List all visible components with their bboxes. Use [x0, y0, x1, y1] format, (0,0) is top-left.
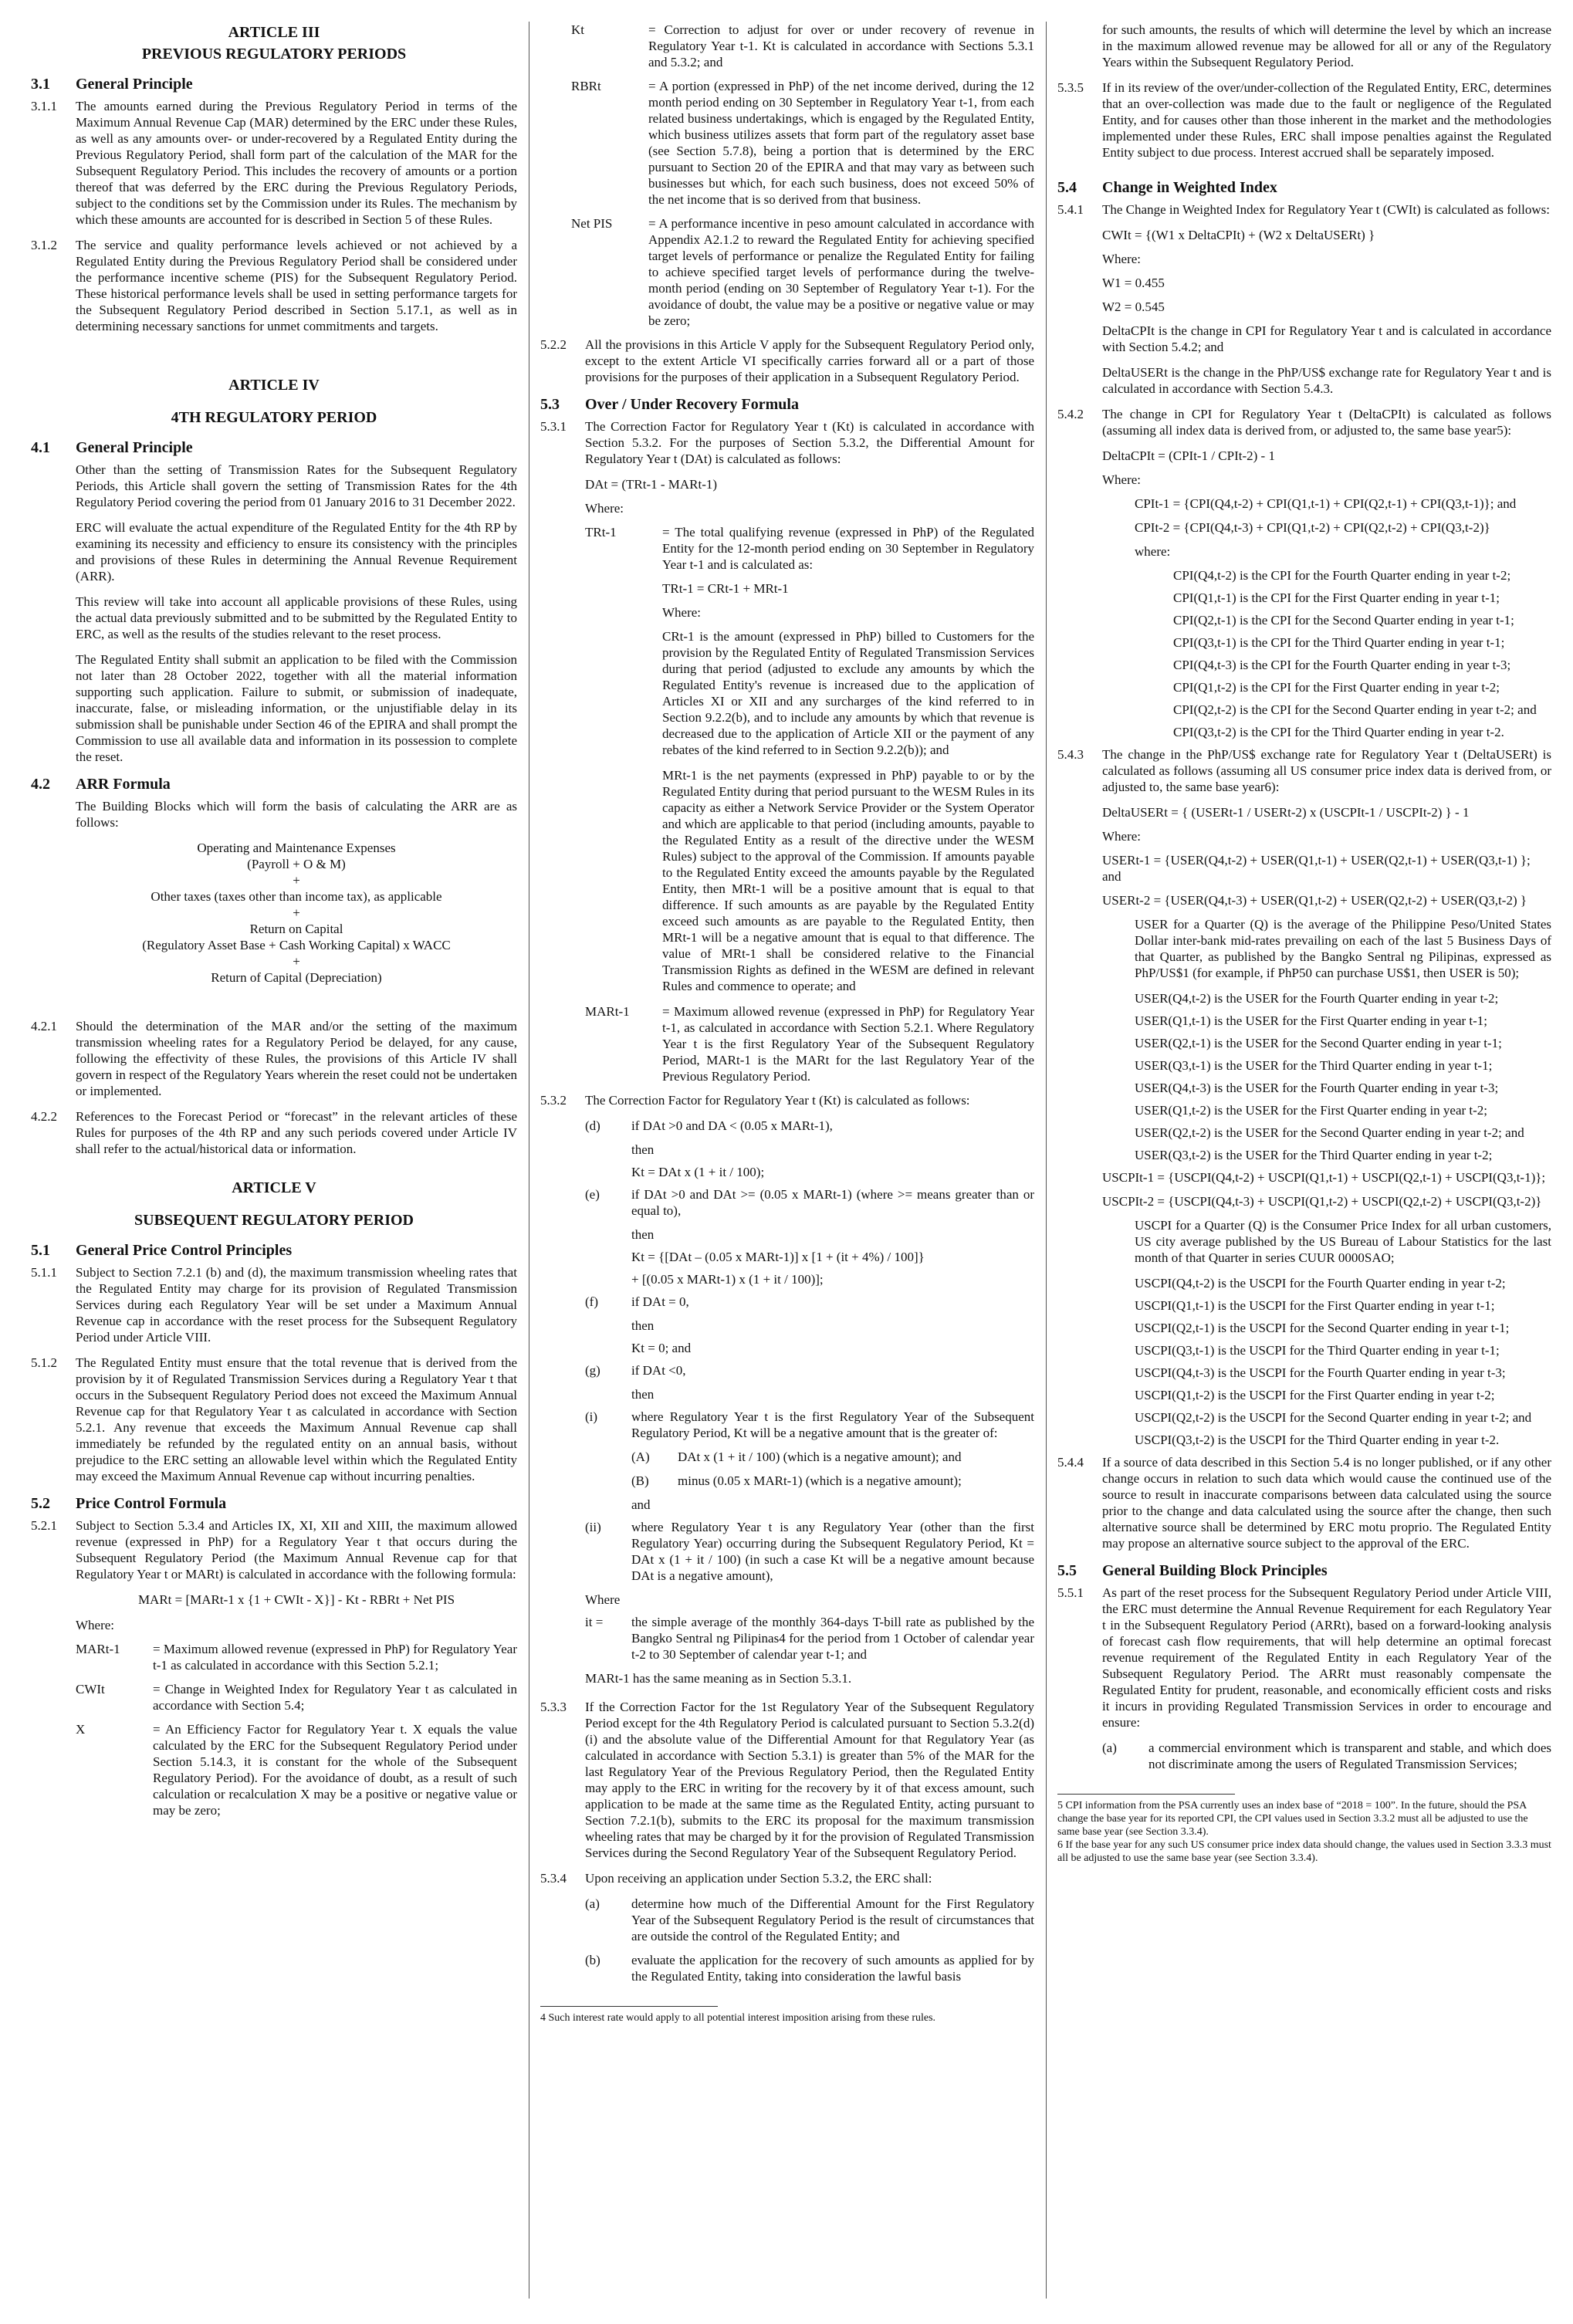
clause: (A) DAt x (1 + it / 100) (which is a negative amount); and: [631, 1450, 962, 1464]
list-item: USCPI(Q1,t-1) is the USCPI for the First Quarter ending in year t-1;: [1135, 1298, 1495, 1313]
paragraph: USER for a Quarter (Q) is the average of the Philippine Peso/United States Dollar inter-bank mid-rates prevailing on each of the last 5 Business Days of that Quarter, as published by the Bangko Sentral ng Pilipinas, expressed as PhP/US$1 (for example, if PhP50 can purchase US$1, then USER is 50);: [1135, 917, 1551, 980]
list-item: CPI(Q3,t-1) is the CPI for the Third Quarter ending in year t-1;: [1173, 635, 1505, 650]
list-item: USER(Q2,t-1) is the USER for the Second Quarter ending in year t-1;: [1135, 1036, 1502, 1050]
list-item: USER(Q4,t-2) is the USER for the Fourth Quarter ending in year t-2;: [1135, 991, 1499, 1006]
clause: it = the simple average of the monthly 364-days T-bill rate as published by the Bangko Sentral ng Pilipinas4 for the period from 1 October of calendar year t-2 to 30 September of calendar year t-1; and: [585, 1615, 1034, 1662]
building-block: Operating and Maintenance Expenses (Payroll + O & M) + Other taxes (taxes other than income tax), as applicable + Return on Capital (Regulatory Asset Base + Cash Working Capital) x WACC + Return of Capital (Depreciation): [142, 841, 451, 985]
list-item: USCPI(Q3,t-1) is the USCPI for the Third Quarter ending in year t-1;: [1135, 1343, 1500, 1358]
formula: DeltaCPIt = (CPIt-1 / CPIt-2) - 1: [1102, 448, 1275, 463]
list-item: CPI(Q1,t-2) is the CPI for the First Quarter ending in year t-2;: [1173, 680, 1500, 695]
then-label: then: [631, 1318, 655, 1333]
formula: W2 = 0.545: [1102, 299, 1165, 314]
paragraph: 5.4.4 If a source of data described in this Section 5.4 is no longer published, or if any other change occurs in relation to such data which would cause the continued use of the source to result in inaccurate comparisons between data calculated using the source prior to the change and data calculated using the source after the change, then such alternative source shall be determined by ERC motu proprio. The Regulated Entity may propose an alternative source subject to the approval of the ERC.: [1057, 1455, 1551, 1551]
list-item: USCPI(Q2,t-2) is the USCPI for the Second Quarter ending in year t-2; and: [1135, 1410, 1532, 1425]
section-heading: 5.5 General Building Block Principles: [1057, 1562, 1328, 1579]
where-label: Where: [585, 1592, 621, 1607]
paragraph: USCPI for a Quarter (Q) is the Consumer Price Index for all urban customers, US city average published by the US Bureau of Labour Statistics for the last month of that Quarter in series CUUR 0000SAO;: [1135, 1218, 1551, 1265]
clause: (i) where Regulatory Year t is the first Regulatory Year of the Subsequent Regulatory Period, Kt will be a negative amount that is the greater of:: [585, 1409, 1034, 1440]
clause: (a) determine how much of the Differential Amount for the First Regulatory Year of the Subsequent Regulatory Period is the result of circumstances that are outside the control of the Regulated Entity; and: [585, 1896, 1034, 1943]
formula: TRt-1 = CRt-1 + MRt-1: [662, 581, 789, 596]
paragraph: 5.4.2 The change in CPI for Regulatory Year t (DeltaCPIt) is calculated as follows (assuming all index data is derived from, or adjusted to, the same base year5):: [1057, 407, 1551, 438]
definition: CWIt = Change in Weighted Index for Regulatory Year t as calculated in accordance with Section 5.4;: [76, 1682, 517, 1713]
clause: (B) minus (0.05 x MARt-1) (which is a negative amount);: [631, 1473, 962, 1488]
article-subtitle: PREVIOUS REGULATORY PERIODS: [141, 46, 407, 63]
footnote-rule: [1057, 1794, 1235, 1795]
clause: (ii) where Regulatory Year t is any Regulatory Year (other than the first Regulatory Year) occurring during the Subsequent Regulatory Period, Kt = DAt x (1 + it / 100) (in such a case Kt will be a negative amount because DAt is a negative amount),: [585, 1520, 1034, 1583]
list-item: CPI(Q2,t-1) is the CPI for the Second Quarter ending in year t-1;: [1173, 613, 1514, 628]
list-item: CPI(Q3,t-2) is the CPI for the Third Quarter ending in year t-2.: [1173, 725, 1504, 739]
list-item: CPI(Q4,t-3) is the CPI for the Fourth Quarter ending in year t-3;: [1173, 658, 1511, 672]
paragraph: 5.3.4 Upon receiving an application under Section 5.3.2, the ERC shall:: [540, 1871, 932, 1886]
clause: (e) if DAt >0 and DAt >= (0.05 x MARt-1) (where >= means greater than or equal to),: [585, 1187, 1034, 1218]
list-item: USER(Q1,t-2) is the USER for the First Quarter ending in year t-2;: [1135, 1103, 1488, 1118]
list-item: USER(Q2,t-2) is the USER for the Second Quarter ending in year t-2; and: [1135, 1125, 1524, 1140]
clause: (b) evaluate the application for the recovery of such amounts as applied for by the Regulated Entity, taking into consideration the lawful basis: [585, 1953, 1034, 1984]
section-heading: 4.2 ARR Formula: [31, 776, 171, 793]
formula: USCPIt-2 = {USCPI(Q4,t-3) + USCPI(Q1,t-2) + USCPI(Q2,t-2) + USCPI(Q3,t-2)}: [1102, 1194, 1542, 1209]
clause: (f) if DAt = 0,: [585, 1294, 689, 1309]
where-label: where:: [1135, 544, 1171, 559]
paragraph: 5.3.2 The Correction Factor for Regulatory Year t (Kt) is calculated as follows:: [540, 1093, 970, 1108]
then-label: then: [631, 1387, 655, 1402]
clause: (d) if DAt >0 and DA < (0.05 x MARt-1),: [585, 1118, 833, 1133]
section-heading: 5.2 Price Control Formula: [31, 1495, 227, 1512]
list-item: USER(Q3,t-2) is the USER for the Third Quarter ending in year t-2;: [1135, 1148, 1493, 1162]
formula: CWIt = {(W1 x DeltaCPIt) + (W2 x DeltaUSERt) }: [1102, 228, 1375, 242]
list-item: CPI(Q1,t-1) is the CPI for the First Quarter ending in year t-1;: [1173, 590, 1500, 605]
where-label: Where:: [76, 1618, 115, 1632]
formula: DeltaUSERt = { (USERt-1 / USERt-2) x (USCPIt-1 / USCPIt-2) } - 1: [1102, 805, 1470, 820]
list-item: USCPI(Q1,t-2) is the USCPI for the First Quarter ending in year t-2;: [1135, 1388, 1495, 1402]
paragraph: 5.1.1 Subject to Section 7.2.1 (b) and (d), the maximum transmission wheeling rates that the Regulated Entity may charge for its provision of Regulated Transmission Services during each Regulatory Year will be set under a Maximum Annual Revenue cap in accordance with the reset process for the Subsequent Regulatory Period under Article VIII.: [31, 1265, 517, 1345]
paragraph: 5.3.5 If in its review of the over/under-collection of the Regulated Entity, ERC, determines that an over-collection was made due to the fault or negligence of the Regulated Entity, and for causes other than those inherent in the market and the methodologies implemented under these Rules, ERC shall impose penalties against the Regulated Entity subject to due process. Interest accrued shall be separately imposed.: [1057, 80, 1551, 160]
formula: CPIt-2 = {CPI(Q4,t-3) + CPI(Q1,t-2) + CPI(Q2,t-2) + CPI(Q3,t-2)}: [1135, 520, 1490, 535]
formula: Kt = DAt x (1 + it / 100);: [631, 1165, 765, 1179]
formula: USCPIt-1 = {USCPI(Q4,t-2) + USCPI(Q1,t-1) + USCPI(Q2,t-1) + USCPI(Q3,t-1)};: [1102, 1170, 1546, 1185]
list-item: USCPI(Q3,t-2) is the USCPI for the Third Quarter ending in year t-2.: [1135, 1433, 1500, 1447]
formula: MARt = [MARt-1 x {1 + CWIt - X}] - Kt - RBRt + Net PIS: [137, 1592, 455, 1607]
paragraph: 5.4.1 The Change in Weighted Index for Regulatory Year t (CWIt) is calculated as follows:: [1057, 202, 1550, 217]
paragraph: The Regulated Entity shall submit an application to be filed with the Commission not later than 28 October 2022, together with all the material information supporting such application. Failure to submit, or submission of inadequate, inaccurate, false, or misleading information, or the unjustifiable delay in its submission shall be punishable under Section 46 of the EPIRA and shall prompt the Commission to use all available data and information in its possession to complete the reset.: [76, 652, 517, 764]
column-divider: [1046, 22, 1047, 2299]
paragraph: The Building Blocks which will form the basis of calculating the ARR are as follows:: [76, 799, 517, 830]
paragraph: This review will take into account all applicable provisions of these Rules, using the actual data previously submitted and to be submitted by the Regulated Entity to ERC, as well as the results of the studies relevant to the reset process.: [76, 594, 517, 641]
footnote-rule: [540, 2006, 718, 2007]
paragraph: 5.3.3 If the Correction Factor for the 1st Regulatory Year of the Subsequent Regulatory Period except for the 4th Regulatory Period is calculated pursuant to Section 5.3.2(d)(i) and the absolute value of the Differential Amount for that Regulatory Year (as calculated in accordance with Section 5.3.1) is greater than 5% of the MAR for the last Regulatory Year of the Previous Regulatory Period, then the Regulated Entity may apply to the ERC in writing for the recovery by it of that excess amount, such application to be made at the same time as the Regulated Entity, acting pursuant to Section 7.2.1(b), submits to the ERC its proposal for the maximum transmission wheeling rates that may be charged by it for the provision of Regulated Transmission Services during the Second Regulatory Year of the Subsequent Regulatory Period.: [540, 1700, 1034, 1860]
footnote: 4 Such interest rate would apply to all potential interest imposition arising from these rules.: [540, 2012, 936, 2024]
list-item: USCPI(Q4,t-3) is the USCPI for the Fourth Quarter ending in year t-3;: [1135, 1365, 1506, 1380]
paragraph: 4.2.2 References to the Forecast Period or “forecast” in the relevant articles of these Rules for purposes of the 4th RP and any such periods covered under Article IV shall refer to the actual/historical data or information.: [31, 1109, 517, 1156]
and-label: and: [631, 1497, 651, 1512]
where-label: Where:: [585, 501, 624, 516]
formula: + [(0.05 x MARt-1) x (1 + it / 100)];: [631, 1272, 824, 1287]
paragraph: MRt-1 is the net payments (expressed in PhP) payable to or by the Regulated Entity during that period pursuant to the WESM Rules in its capacity as either a Network Service Provider or the System Operator and which are applicable to that period (including amounts, payable to the Regulated Entity as a result of the directive under the WESM Rules) subject to the approval of the Commission. If amounts payable to the Regulated Entity exceed the amounts payable by the Regulated Entity, then MRt-1 will be a positive amount that is equal to that difference. If such amounts as are payable by the Regulated Entity exceed such amounts as are payable to the Regulated Entity, then MRt-1 will be a negative amount that is equal to that difference. The value of MRt-1 shall be considered relative to the Financial Transmission Rights as defined in the WESM are defined in relevant Rules and commence to operate; and: [662, 768, 1034, 993]
where-label: Where:: [1102, 472, 1142, 487]
paragraph: Other than the setting of Transmission Rates for the Subsequent Regulatory Periods, this Article shall govern the setting of Transmission Rates for the 4th Regulatory Period covering the period from 01 January 2016 to 31 December 2022.: [76, 462, 517, 509]
list-item: USER(Q1,t-1) is the USER for the First Quarter ending in year t-1;: [1135, 1013, 1488, 1028]
definition: X = An Efficiency Factor for Regulatory Year t. X equals the value calculated by the ERC for the Subsequent Regulatory Period under Section 5.14.3, it is constant for the whole of the Subsequent Regulatory Period). For the avoidance of doubt, as a result of such calculation or recalculation X may be a positive or negative value or may be zero;: [76, 1722, 517, 1818]
where-label: Where:: [662, 605, 702, 620]
article-title: ARTICLE V: [232, 1179, 316, 1196]
then-label: then: [631, 1142, 655, 1157]
paragraph: DeltaUSERt is the change in the PhP/US$ exchange rate for Regulatory Year t and is calculated in accordance with Section 5.4.3.: [1102, 365, 1551, 396]
section-heading: 5.1 General Price Control Principles: [31, 1242, 293, 1259]
clause: (a) a commercial environment which is transparent and stable, and which does not discriminate among the users of Regulated Transmission Services;: [1102, 1740, 1551, 1771]
formula: DAt = (TRt-1 - MARt-1): [585, 477, 718, 492]
column-3: [1057, 22, 1551, 1865]
paragraph: DeltaCPIt is the change in CPI for Regulatory Year t and is calculated in accordance with Section 5.4.2; and: [1102, 323, 1551, 354]
paragraph: 5.4.3 The change in the PhP/US$ exchange rate for Regulatory Year t (DeltaUSERt) is calculated as follows (assuming all US consumer price index data is derived from, or adjusted to, the same base year6):: [1057, 747, 1551, 794]
list-item: USER(Q4,t-3) is the USER for the Fourth Quarter ending in year t-3;: [1135, 1081, 1499, 1095]
formula: Kt = 0; and: [631, 1341, 692, 1355]
paragraph: 5.3.1 The Correction Factor for Regulatory Year t (Kt) is calculated in accordance with Section 5.3.2. For the purposes of Section 5.3.2, the Differential Amount for Regulatory Year t (DAt) is calculated as follows:: [540, 419, 1034, 466]
article-title: ARTICLE III: [228, 24, 320, 41]
paragraph: 3.1.2 The service and quality performance levels achieved or not achieved by a Regulated Entity during the Previous Regulatory Period shall be considered under the performance incentive scheme (PIS) for the Subsequent Regulatory Period. These historical performance levels shall be used in setting performance targets for the Subsequent Regulatory Period described in Section 5.17.1, as well as in determining necessary sanctions for unmet commitments and targets.: [31, 238, 517, 333]
list-item: CPI(Q4,t-2) is the CPI for the Fourth Quarter ending in year t-2;: [1173, 568, 1511, 583]
definition: RBRt = A portion (expressed in PhP) of the net income derived, during the 12 month period ending on 30 September in Regulatory Year t-1, from each related business undertakings, which is engaged by the Regulated Entity, which business utilizes assets that form part of the regulatory asset base (see Section 5.7.8), being a portion that is determined by the ERC pursuant to Section 20 of the EPIRA and that may vary as between such businesses but which, for each such business, does not exceed 50% of the net income that is so derived from that business.: [571, 79, 1034, 207]
definition: Net PIS = A performance incentive in peso amount calculated in accordance with Appendix A2.1.2 to reward the Regulated Entity for achieving specified target levels of performance or penalize the Regulated Entity for failing to achieve specified target levels of performance during the twelve-month period (ending on 30 September of Regulatory Year t-1). For the avoidance of doubt, the value may be a positive or negative value or may be zero;: [571, 216, 1034, 328]
where-label: Where:: [1102, 252, 1142, 266]
paragraph: CRt-1 is the amount (expressed in PhP) billed to Customers for the provision by the Regulated Entity of Regulated Transmission Services during that period (adjusted to exclude any amounts by which the Regulated Entity's revenue is increased due to the application of Articles XI or XII and any surcharges of the kind referred to in Section 9.2.2(b), and to include any amounts by which that revenue is decreased due to the application of Article XII or the payment of any rebates of the kind referred to in Section 9.2.2(b)); and: [662, 629, 1034, 757]
article-subtitle: 4TH REGULATORY PERIOD: [171, 409, 377, 426]
definition: MARt-1 = Maximum allowed revenue (expressed in PhP) for Regulatory Year t-1, as calculated in accordance with Section 5.2.1. Where Regulatory Year t is the first Regulatory Year of the Subsequent Regulatory Period, MARt-1 is the MARt for the last Regulatory Year of the Previous Regulatory Period.: [585, 1004, 1034, 1084]
section-heading: 5.3 Over / Under Recovery Formula: [540, 396, 799, 413]
formula: W1 = 0.455: [1102, 276, 1165, 290]
list-item: USCPI(Q4,t-2) is the USCPI for the Fourth Quarter ending in year t-2;: [1135, 1276, 1506, 1291]
formula: CPIt-1 = {CPI(Q4,t-2) + CPI(Q1,t-1) + CPI(Q2,t-1) + CPI(Q3,t-1)}; and: [1135, 496, 1517, 511]
paragraph: 5.2.2 All the provisions in this Article V apply for the Subsequent Regulatory Period only, except to the extent Article VI specifically carries forward all or a part of those provisions for the purposes of their application in a Subsequent Regulatory Period.: [540, 337, 1034, 384]
article-title: ARTICLE IV: [228, 377, 320, 394]
paragraph: MARt-1 has the same meaning as in Section 5.3.1.: [585, 1671, 852, 1686]
list-item: USER(Q3,t-1) is the USER for the Third Quarter ending in year t-1;: [1135, 1058, 1493, 1073]
article-subtitle: SUBSEQUENT REGULATORY PERIOD: [134, 1212, 414, 1229]
clause: (g) if DAt <0,: [585, 1363, 686, 1378]
list-item: USCPI(Q2,t-1) is the USCPI for the Second Quarter ending in year t-1;: [1135, 1321, 1510, 1335]
paragraph: 5.5.1 As part of the reset process for the Subsequent Regulatory Period under Article VIII, the ERC must determine the Annual Revenue Requirement for each Regulatory Year t in the Subsequent Regulatory Period (ARRt), based on a forward-looking analysis of forecast cash flow requirements, that will help determine an optimal forecast revenue requirement of the Regulated Entity in each Regulatory Year of the Subsequent Regulatory Period. The ARRt must reasonably compensate the Regulated Entity for prudent, reasonable, and economically efficient costs and risks it incurs in providing Regulated Transmission Services in order to encourage and ensure:: [1057, 1585, 1551, 1730]
paragraph: 4.2.1 Should the determination of the MAR and/or the setting of the maximum transmission wheeling rates for a Regulatory Period be delayed, for any cause, following the effectivity of these Rules, the provisions of this Article IV shall govern in respect of the Regulatory Years wherein the reset could not be undertaken or implemented.: [31, 1019, 517, 1098]
paragraph: ERC will evaluate the actual expenditure of the Regulated Entity for the 4th RP by examining its necessity and efficiency to ensure its consistency with the principles and provisions of these Rules in determining the Annual Revenue Requirement (ARR).: [76, 520, 517, 584]
paragraph: 5.1.2 The Regulated Entity must ensure that the total revenue that is derived from the provision by it of Regulated Transmission Services during a Regulatory Year t that occurs in the Subsequent Regulatory Period does not exceed the Maximum Annual Revenue cap for that Regulatory Year t as calculated in accordance with Section 5.2.1. Any revenue that exceeds the Maximum Annual Revenue cap shall immediately be refunded by the regulated entity on an annual basis, without prejudice to the ERC setting an allowable level within which the Regulated Entity may exceed the Maximum Annual Revenue cap without incurring penalties.: [31, 1355, 517, 1483]
section-heading: 5.4 Change in Weighted Index: [1057, 179, 1277, 196]
paragraph: 3.1.1 The amounts earned during the Previous Regulatory Period in terms of the Maximum Annual Revenue Cap (MAR) determined by the ERC under these Rules, as well as any amounts over- or under-recovered by a Regulated Entity during the Previous Regulatory Period, shall form part of the calculation of the MAR for the Subsequent Regulatory Period. This includes the recovery of amounts or a portion thereof that was deferred by the ERC during the Previous Regulatory Periods, subject to the conditions set by the Commission under its Rules. The mechanism by which these amounts are accounted for is described in Section 5 of these Rules.: [31, 99, 517, 227]
then-label: then: [631, 1227, 655, 1242]
formula: USERt-1 = {USER(Q4,t-2) + USER(Q1,t-1) + USER(Q2,t-1) + USER(Q3,t-1) }; and: [1102, 853, 1531, 884]
definition: Kt = Correction to adjust for over or under recovery of revenue in Regulatory Year t-1. Kt is calculated in accordance with Sections 5.3.1 and 5.3.2; and: [571, 22, 1034, 69]
column-2: [540, 22, 1034, 2025]
paragraph: 5.2.1 Subject to Section 5.3.4 and Articles IX, XI, XII and XIII, the maximum allowed revenue (expressed in PhP) for a Regulatory Year t that occurs during the Subsequent Regulatory Period (the Maximum Annual Revenue cap for that Regulatory Year t or MARt) is calculated in accordance with the following formula:: [31, 1518, 517, 1581]
column-1: [31, 22, 517, 1826]
where-label: Where:: [1102, 829, 1142, 844]
section-heading: 3.1 General Principle: [31, 76, 193, 93]
section-heading: 4.1 General Principle: [31, 439, 193, 456]
footnote: 6 If the base year for any such US consumer price index data should change, the values used in Section 3.3.3 must all be adjusted to use the same base year (see Section 3.3.4).: [1057, 1839, 1551, 1864]
paragraph: for such amounts, the results of which will determine the level by which an increase in the maximum allowed revenue may be allowed for all or any of the Regulatory Years within the Subsequent Regulatory Period.: [1102, 22, 1551, 69]
definition: TRt-1 = The total qualifying revenue (expressed in PhP) of the Regulated Entity for the 12-month period ending on 30 September in Regulatory Year t-1 and is calculated as:: [585, 525, 1034, 572]
formula: Kt = {[DAt – (0.05 x MARt-1)] x [1 + (it + 4%) / 100]}: [631, 1250, 925, 1264]
list-item: CPI(Q2,t-2) is the CPI for the Second Quarter ending in year t-2; and: [1173, 702, 1537, 717]
formula: USERt-2 = {USER(Q4,t-3) + USER(Q1,t-2) + USER(Q2,t-2) + USER(Q3,t-2) }: [1102, 893, 1527, 908]
definition: MARt-1 = Maximum allowed revenue (expressed in PhP) for Regulatory Year t-1 as calculated in accordance with this Section 5.2.1;: [76, 1642, 517, 1673]
footnote: 5 CPI information from the PSA currently uses an index base of “2018 = 100”. In the future, should the PSA change the base year for its reported CPI, the CPI values used in Section 3.3.2 must all be adjusted to use the same base year (see Section 3.3.4).: [1057, 1800, 1528, 1838]
